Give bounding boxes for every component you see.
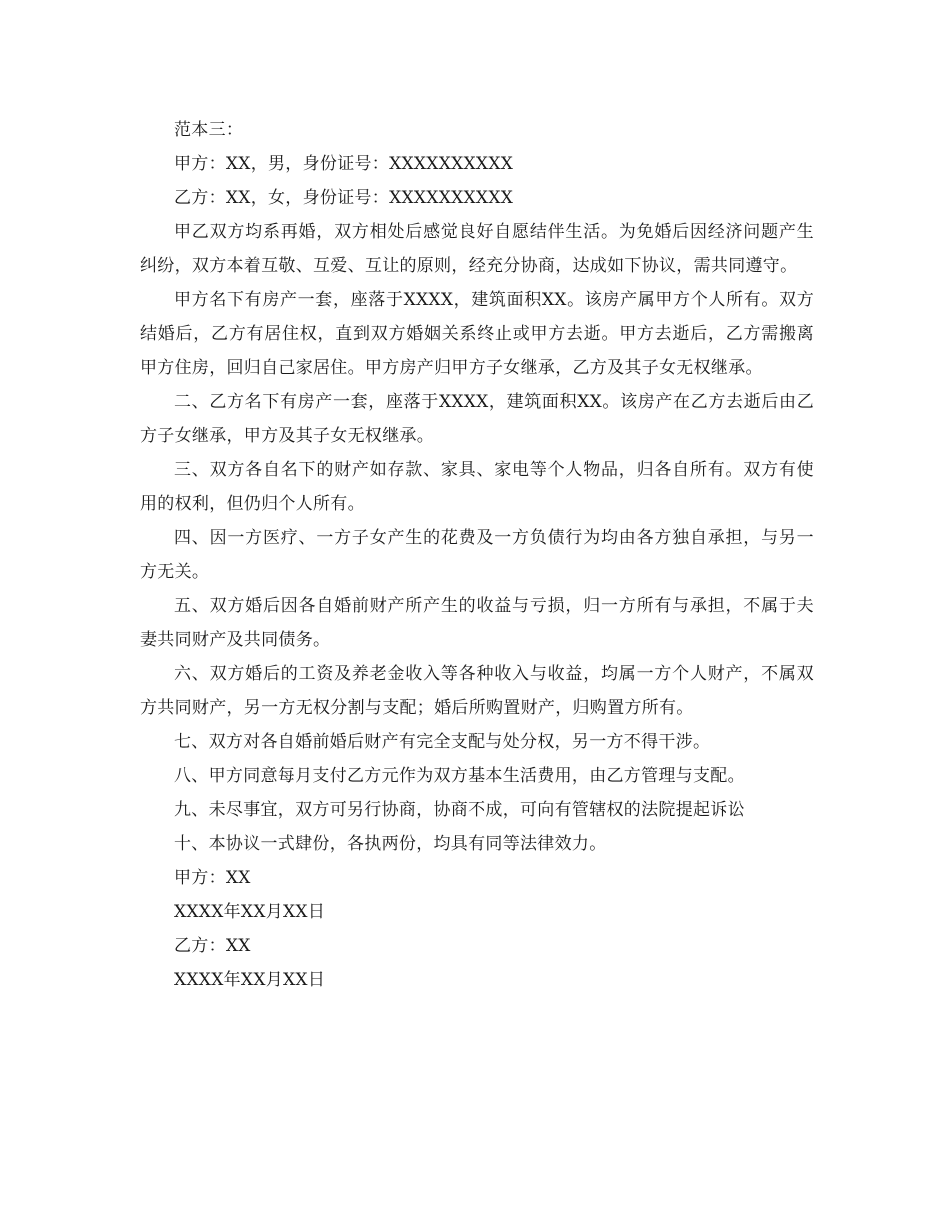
party-b-signature: 乙方：XX bbox=[174, 936, 251, 956]
clause-3: 三、双方各自名下的财产如存款、家具、家电等个人物品，归各自所有。双方有使用的权利，但仍归个人所有。 bbox=[140, 460, 814, 514]
clause-6: 六、双方婚后的工资及养老金收入等各种收入与收益，均属一方个人财产，不属双方共同财产，另一方无权分割与支配；婚后所购置财产，归购置方所有。 bbox=[140, 664, 814, 718]
clause-9: 九、未尽事宜，双方可另行协商，协商不成，可向有管辖权的法院提起诉讼 bbox=[174, 800, 745, 820]
clause-4: 四、因一方医疗、一方子女产生的花费及一方负债行为均由各方独自承担，与另一方无关。 bbox=[140, 528, 814, 582]
agreement-body bbox=[140, 113, 814, 997]
party-b-info: 乙方：XX，女，身份证号：XXXXXXXXXX bbox=[174, 188, 514, 208]
party-a-info: 甲方：XX，男，身份证号：XXXXXXXXXX bbox=[174, 154, 514, 174]
party-b-date: XXXX年XX月XX日 bbox=[174, 970, 326, 990]
party-a-signature: 甲方：XX bbox=[174, 868, 251, 888]
party-a-date: XXXX年XX月XX日 bbox=[174, 902, 326, 922]
clause-1: 甲方名下有房产一套，座落于XXXX，建筑面积XX。该房产属甲方个人所有。双方结婚后，乙方有居住权，直到双方婚姻关系终止或甲方去逝。甲方去逝后，乙方需搬离甲方住房，回归自己家居住。甲方房产归甲方子女继承，乙方及其子女无权继承。 bbox=[140, 290, 814, 378]
clause-2: 二、乙方名下有房产一套，座落于XXXX，建筑面积XX。该房产在乙方去逝后由乙方子女继承，甲方及其子女无权继承。 bbox=[140, 392, 814, 446]
document-heading: 范本三： bbox=[174, 120, 244, 140]
clause-8: 八、甲方同意每月支付乙方元作为双方基本生活费用，由乙方管理与支配。 bbox=[174, 766, 745, 786]
clause-5: 五、双方婚后因各自婚前财产所产生的收益与亏损，归一方所有与承担，不属于夫妻共同财产及共同债务。 bbox=[140, 596, 814, 650]
clause-7: 七、双方对各自婚前婚后财产有完全支配与处分权，另一方不得干涉。 bbox=[174, 732, 711, 752]
preamble-paragraph: 甲乙双方均系再婚，双方相处后感觉良好自愿结伴生活。为免婚后因经济问题产生纠纷，双方本着互敬、互爱、互让的原则，经充分协商，达成如下协议，需共同遵守。 bbox=[140, 222, 814, 276]
clause-10: 十、本协议一式肆份，各执两份，均具有同等法律效力。 bbox=[174, 834, 607, 854]
